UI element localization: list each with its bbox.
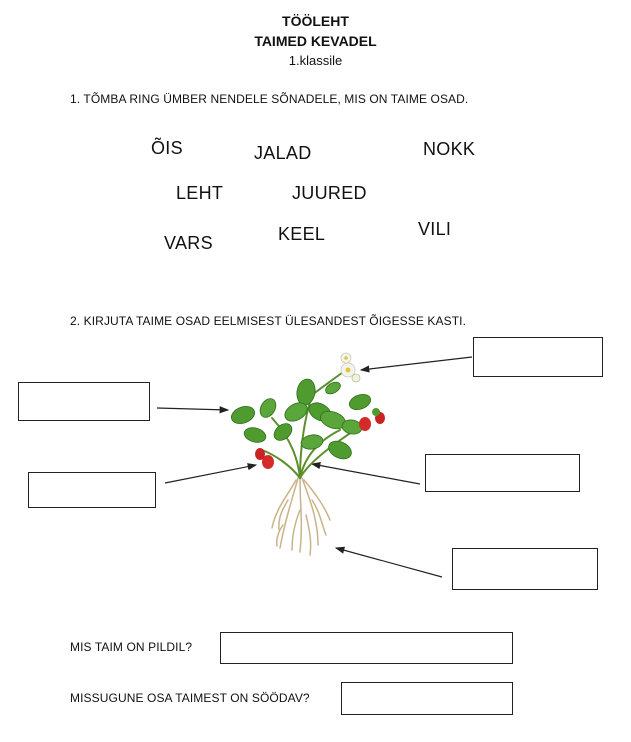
question-which-plant: MIS TAIM ON PILDIL? [70, 640, 193, 654]
word-nokk[interactable]: NOKK [423, 139, 476, 159]
worksheet-subtitle: TAIMED KEVADEL [254, 33, 377, 49]
word-leht[interactable]: LEHT [176, 183, 224, 203]
answer-field-which-plant[interactable] [220, 632, 513, 664]
word-juured[interactable]: JUURED [292, 183, 367, 203]
word-vili[interactable]: VILI [418, 219, 452, 239]
answer-field-edible-part[interactable] [341, 682, 513, 715]
flowers [341, 353, 360, 382]
task2-instruction: 2. KIRJUTA TAIME OSAD EELMISEST ÜLESANDEST ÕIGESSE KASTI. [70, 314, 467, 328]
arrow-roots [336, 548, 442, 577]
word-vars[interactable]: VARS [164, 233, 213, 253]
roots [272, 478, 330, 555]
question-edible-part: MISSUGUNE OSA TAIMEST ON SÖÖDAV? [70, 691, 310, 705]
arrow-stem [312, 464, 420, 484]
word-jalad[interactable]: JALAD [254, 143, 312, 163]
grade-label: 1.klassile [288, 53, 343, 68]
task1-instruction: 1. TÕMBA RING ÜMBER NENDELE SÕNADELE, MIS ON TAIME OSAD. [70, 92, 469, 106]
worksheet-title: TÖÖLEHT [282, 13, 349, 29]
arrow-fruit [165, 465, 256, 483]
word-ois[interactable]: ÕIS [151, 138, 183, 158]
arrow-leaf [157, 408, 228, 410]
arrow-flower [361, 357, 472, 370]
word-keel[interactable]: KEEL [278, 224, 326, 244]
